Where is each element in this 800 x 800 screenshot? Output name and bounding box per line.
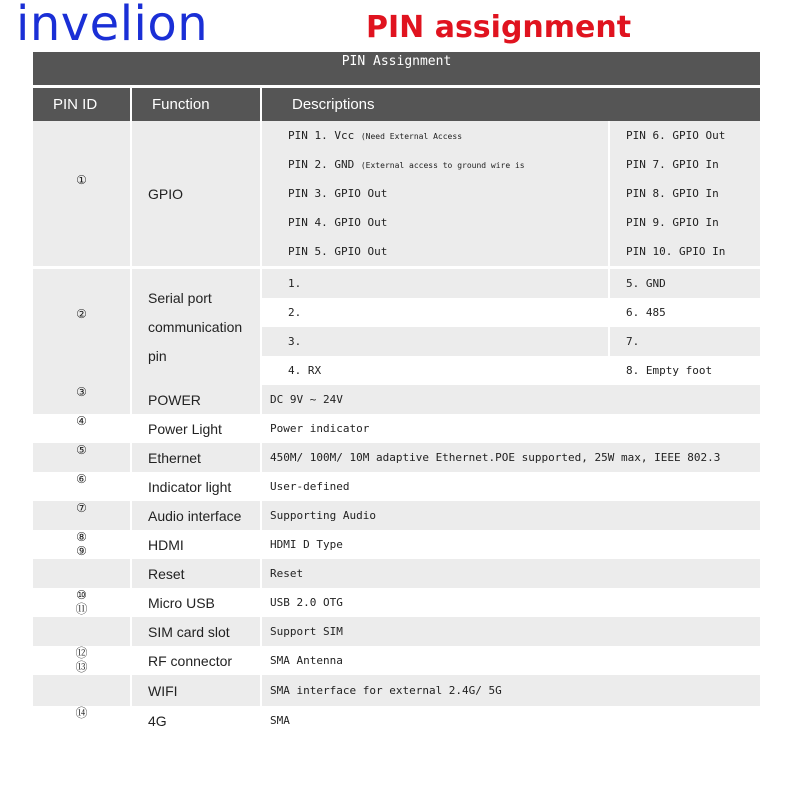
function-cell: Audio interface xyxy=(131,501,261,530)
pin-id-cell: ⑤ xyxy=(33,443,131,472)
function-cell: GPIO xyxy=(131,121,261,268)
pin-id-cell: ⑫ ⑬ xyxy=(33,646,131,675)
gpio-right-item: PIN 8. GPIO In xyxy=(609,179,760,208)
header-function: Function xyxy=(131,88,261,121)
function-cell: Power Light xyxy=(131,414,261,443)
table-row xyxy=(33,501,760,530)
brand-logo-text: invelion xyxy=(16,0,209,52)
gpio-left-item: PIN 3. GPIO Out xyxy=(288,187,388,200)
function-cell: Micro USB xyxy=(131,588,261,617)
pin-id-cell: ⑧ ⑨ xyxy=(33,530,131,559)
function-cell: WIFI xyxy=(131,675,261,706)
pin-id-cell xyxy=(33,675,131,706)
function-cell: Reset xyxy=(131,559,261,588)
description-cell: DC 9V ~ 24V xyxy=(270,393,343,406)
table-row xyxy=(33,588,760,617)
function-cell: SIM card slot xyxy=(131,617,261,646)
function-cell: POWER xyxy=(131,385,261,414)
header-descriptions: Descriptions xyxy=(261,88,760,121)
gpio-left-item: PIN 2. GND (External access to ground wire is xyxy=(288,158,525,171)
pin-id-cell xyxy=(33,559,131,588)
table-row xyxy=(33,443,760,472)
pin-id-cell: ⑩ ⑪ xyxy=(33,588,131,617)
pin-assignment-table xyxy=(33,52,760,735)
table-row-gpio xyxy=(33,121,760,268)
table-row xyxy=(33,617,760,646)
table-row xyxy=(33,706,760,735)
function-cell: Indicator light xyxy=(131,472,261,501)
description-cell: HDMI D Type xyxy=(270,538,343,551)
pin-id-cell: ④ xyxy=(33,414,131,443)
table-row xyxy=(33,472,760,501)
pin-id-cell: ① xyxy=(33,121,131,268)
serial-left-item: 1. xyxy=(288,277,302,290)
description-cell: USB 2.0 OTG xyxy=(270,596,343,609)
function-cell: HDMI xyxy=(131,530,261,559)
function-cell: Ethernet xyxy=(131,443,261,472)
function-cell: 4G xyxy=(131,706,261,735)
serial-left-item: 4. RX xyxy=(288,364,322,377)
serial-right-item: 6. 485 xyxy=(609,298,760,327)
table-row xyxy=(33,646,760,675)
description-cell: Supporting Audio xyxy=(270,509,376,522)
table-row xyxy=(33,675,760,706)
serial-left-item: 3. xyxy=(288,335,302,348)
description-cell: User-defined xyxy=(270,480,350,493)
function-cell: RF connector xyxy=(131,646,261,675)
description-cell: SMA interface for external 2.4G/ 5G xyxy=(270,684,502,697)
gpio-left-item: PIN 4. GPIO Out xyxy=(288,216,388,229)
description-cell: SMA xyxy=(270,714,290,727)
gpio-right-item: PIN 6. GPIO Out xyxy=(609,121,760,150)
description-cell: SMA Antenna xyxy=(270,654,343,667)
pin-id-cell: ⑥ xyxy=(33,472,131,501)
table-row-serial xyxy=(33,268,760,386)
serial-right-item: 5. GND xyxy=(609,269,760,298)
gpio-right-item: PIN 10. GPIO In xyxy=(609,237,760,266)
table-row xyxy=(33,559,760,588)
pin-id-cell: ② xyxy=(33,268,131,386)
table-row xyxy=(33,414,760,443)
document-title: PIN assignment xyxy=(366,10,632,45)
header-pin-id: PIN ID xyxy=(33,88,131,121)
description-cell: Reset xyxy=(270,567,304,580)
descriptions-cell xyxy=(261,121,760,268)
gpio-left-item: PIN 1. Vcc (Need External Access xyxy=(288,129,463,142)
pin-id-cell: ⑭ xyxy=(33,706,131,735)
descriptions-cell xyxy=(261,268,760,386)
pin-id-cell xyxy=(33,617,131,646)
serial-right-item: 7. xyxy=(609,327,760,356)
table-row xyxy=(33,530,760,559)
serial-right-item: 8. Empty foot xyxy=(609,356,760,385)
gpio-left-item: PIN 5. GPIO Out xyxy=(288,245,388,258)
table-title: PIN Assignment xyxy=(33,52,760,88)
description-cell: Power indicator xyxy=(270,422,370,435)
table-row xyxy=(33,385,760,414)
pin-id-cell: ③ xyxy=(33,385,131,414)
gpio-right-item: PIN 9. GPIO In xyxy=(609,208,760,237)
description-cell: Support SIM xyxy=(270,625,343,638)
pin-id-cell: ⑦ xyxy=(33,501,131,530)
function-cell: Serial port communication pin xyxy=(131,268,261,386)
gpio-right-item: PIN 7. GPIO In xyxy=(609,150,760,179)
serial-left-item: 2. xyxy=(288,306,302,319)
description-cell: 450M/ 100M/ 10M adaptive Ethernet.POE supported, 25W max, IEEE 802.3 xyxy=(270,451,721,464)
